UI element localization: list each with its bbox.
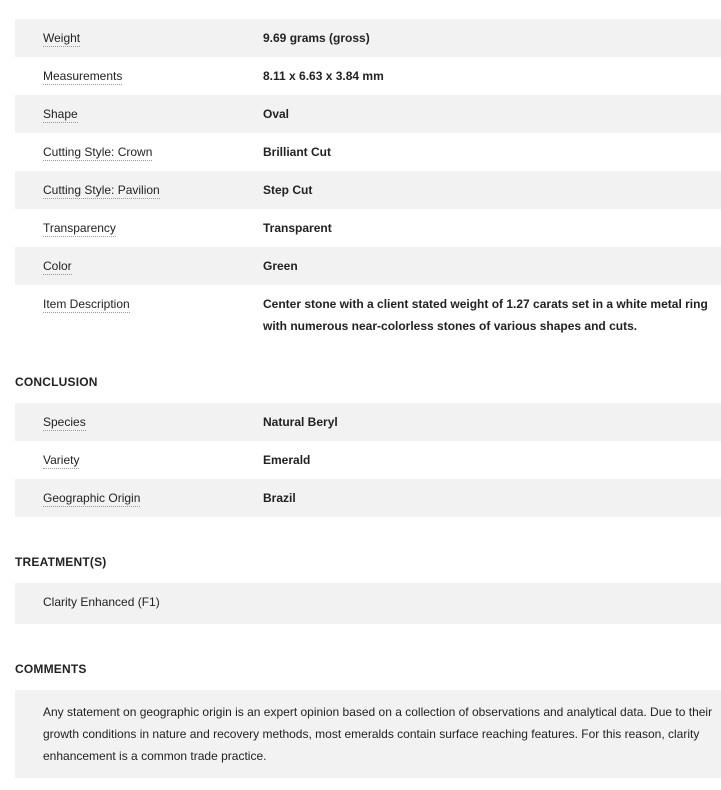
detail-label[interactable]: Measurements (43, 69, 123, 83)
comments-text: Any statement on geographic origin is an expert opinion based on a collection of observations and analytical data. Due to their growth conditions in nature and recovery methods, most emeralds contain surface reaching features. For this reason, clarity enhancement is a common trade practice. (15, 690, 721, 778)
detail-value: 9.69 grams (gross) (263, 31, 370, 45)
detail-label[interactable]: Species (43, 415, 86, 429)
detail-label[interactable]: Cutting Style: Crown (43, 145, 153, 159)
detail-row-weight (15, 19, 721, 57)
detail-value: Transparent (263, 221, 332, 235)
detail-row-cutting-crown (15, 133, 721, 171)
detail-row-item-description (15, 285, 721, 342)
conclusion-row-species (15, 403, 721, 441)
comments-heading: COMMENTS (15, 662, 87, 676)
treatments-text: Clarity Enhanced (F1) (15, 583, 721, 624)
detail-row-shape (15, 95, 721, 133)
detail-label[interactable]: Transparency (43, 221, 116, 235)
conclusion-row-variety (15, 441, 721, 479)
detail-label[interactable]: Weight (43, 31, 81, 45)
conclusion-heading: CONCLUSION (15, 375, 98, 389)
treatments-heading: TREATMENT(S) (15, 555, 107, 569)
report-details (15, 19, 721, 778)
detail-label[interactable]: Item Description (43, 297, 130, 311)
detail-label[interactable]: Color (43, 259, 72, 273)
detail-label[interactable]: Geographic Origin (43, 491, 141, 505)
detail-row-measurements (15, 57, 721, 95)
detail-label[interactable]: Shape (43, 107, 78, 121)
detail-value: Brilliant Cut (263, 145, 331, 159)
detail-value: Natural Beryl (263, 415, 338, 429)
detail-row-transparency (15, 209, 721, 247)
detail-label[interactable]: Variety (43, 453, 80, 467)
detail-value: Green (263, 259, 298, 273)
detail-value: Brazil (263, 491, 296, 505)
conclusion-row-origin (15, 479, 721, 517)
detail-row-cutting-pavilion (15, 171, 721, 209)
detail-value: Step Cut (263, 183, 313, 197)
detail-value: Emerald (263, 453, 311, 467)
detail-value: Oval (263, 107, 290, 121)
detail-value: Center stone with a client stated weight of 1.27 carats set in a white metal ring with numerous near-colorless stones of various shapes and cuts. (263, 297, 708, 333)
detail-value: 8.11 x 6.63 x 3.84 mm (263, 69, 384, 83)
detail-label[interactable]: Cutting Style: Pavilion (43, 183, 160, 197)
detail-row-color (15, 247, 721, 285)
